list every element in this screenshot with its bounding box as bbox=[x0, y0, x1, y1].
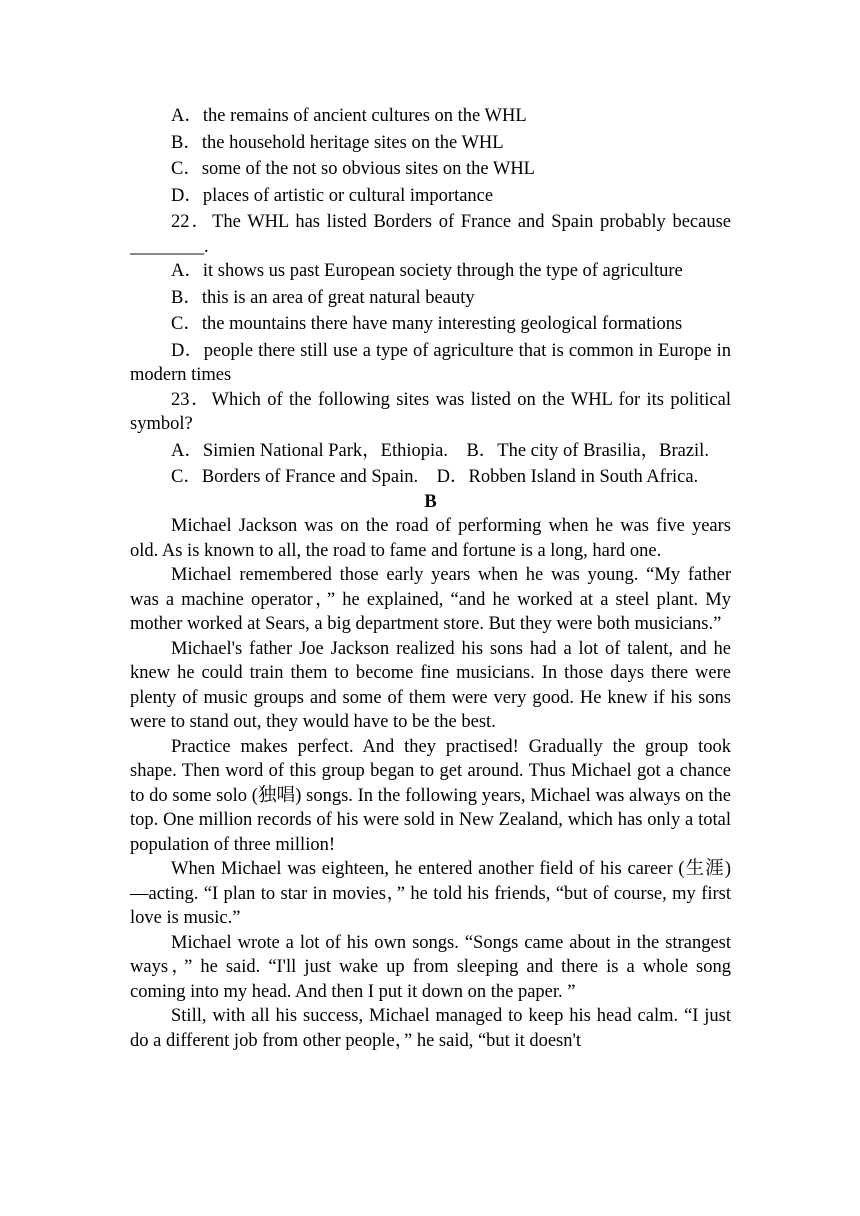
q22-stem: 22．The WHL has listed Borders of France and Spain probably because ________. bbox=[130, 212, 731, 257]
passage-paragraph: Michael Jackson was on the road of performing when he was five years old. As is known to all, the road to fame and fortune is a long, hard one. bbox=[130, 516, 731, 561]
q21-option-d: D．places of artistic or cultural importance bbox=[171, 185, 494, 206]
q22-option-b: B．this is an area of great natural beauty bbox=[171, 287, 475, 308]
q21-option-a: A．the remains of ancient cultures on the WHL bbox=[171, 106, 527, 126]
q22-option-c: C．the mountains there have many interesting geological formations bbox=[171, 314, 683, 334]
q22-option-a: A．it shows us past European society through the type of agriculture bbox=[171, 261, 683, 281]
q21-option-c: C．some of the not so obvious sites on the WHL bbox=[171, 159, 535, 179]
q23-stem: 23．Which of the following sites was listed on the WHL for its political symbol? bbox=[130, 389, 731, 434]
q23-options-row2: C．Borders of France and Spain. D．Robben Island in South Africa. bbox=[171, 467, 699, 487]
q23-options-row1: A．Simien National Park，Ethiopia. B．The city of Brasilia，Brazil. bbox=[171, 440, 709, 461]
passage-paragraph: When Michael was eighteen, he entered another field of his career (生涯)—acting. “I plan to star in movies，” he told his friends, “but of course, my first love is music.” bbox=[130, 859, 731, 928]
document-page bbox=[130, 104, 731, 1053]
q22-option-d: D．people there still use a type of agriculture that is common in Europe in modern times bbox=[130, 340, 731, 385]
passage-paragraph: Michael wrote a lot of his own songs. “Songs came about in the strangest ways，” he said. “I'll just wake up from sleeping and there is a whole song coming into my head. And then I put it down on the paper. ” bbox=[130, 932, 731, 1002]
passage-paragraph: Practice makes perfect. And they practised! Gradually the group took shape. Then word of this group began to get around. Thus Michael got a chance to do some solo (独唱) songs. In the following years, Michael was always on the top. One million records of his were sold in New Zealand, which has only a total population of three million! bbox=[130, 736, 731, 855]
passage-paragraph: Still, with all his success, Michael managed to keep his head calm. “I just do a different job from other people，” he said, “but it doesn't bbox=[130, 1006, 731, 1051]
section-b-title: B bbox=[424, 491, 437, 512]
passage-paragraph: Michael remembered those early years when he was young. “My father was a machine operator，” he explained, “and he worked at a steel plant. My mother worked at Sears, a big department store. But they were both musicians.” bbox=[130, 565, 731, 634]
q21-option-b: B．the household heritage sites on the WHL bbox=[171, 132, 504, 153]
passage-paragraph: Michael's father Joe Jackson realized his sons had a lot of talent, and he knew he could train them to become fine musicians. In those days there were plenty of music groups and some of them were very good. He knew if his sons were to stand out, they would have to be the best. bbox=[130, 638, 731, 732]
